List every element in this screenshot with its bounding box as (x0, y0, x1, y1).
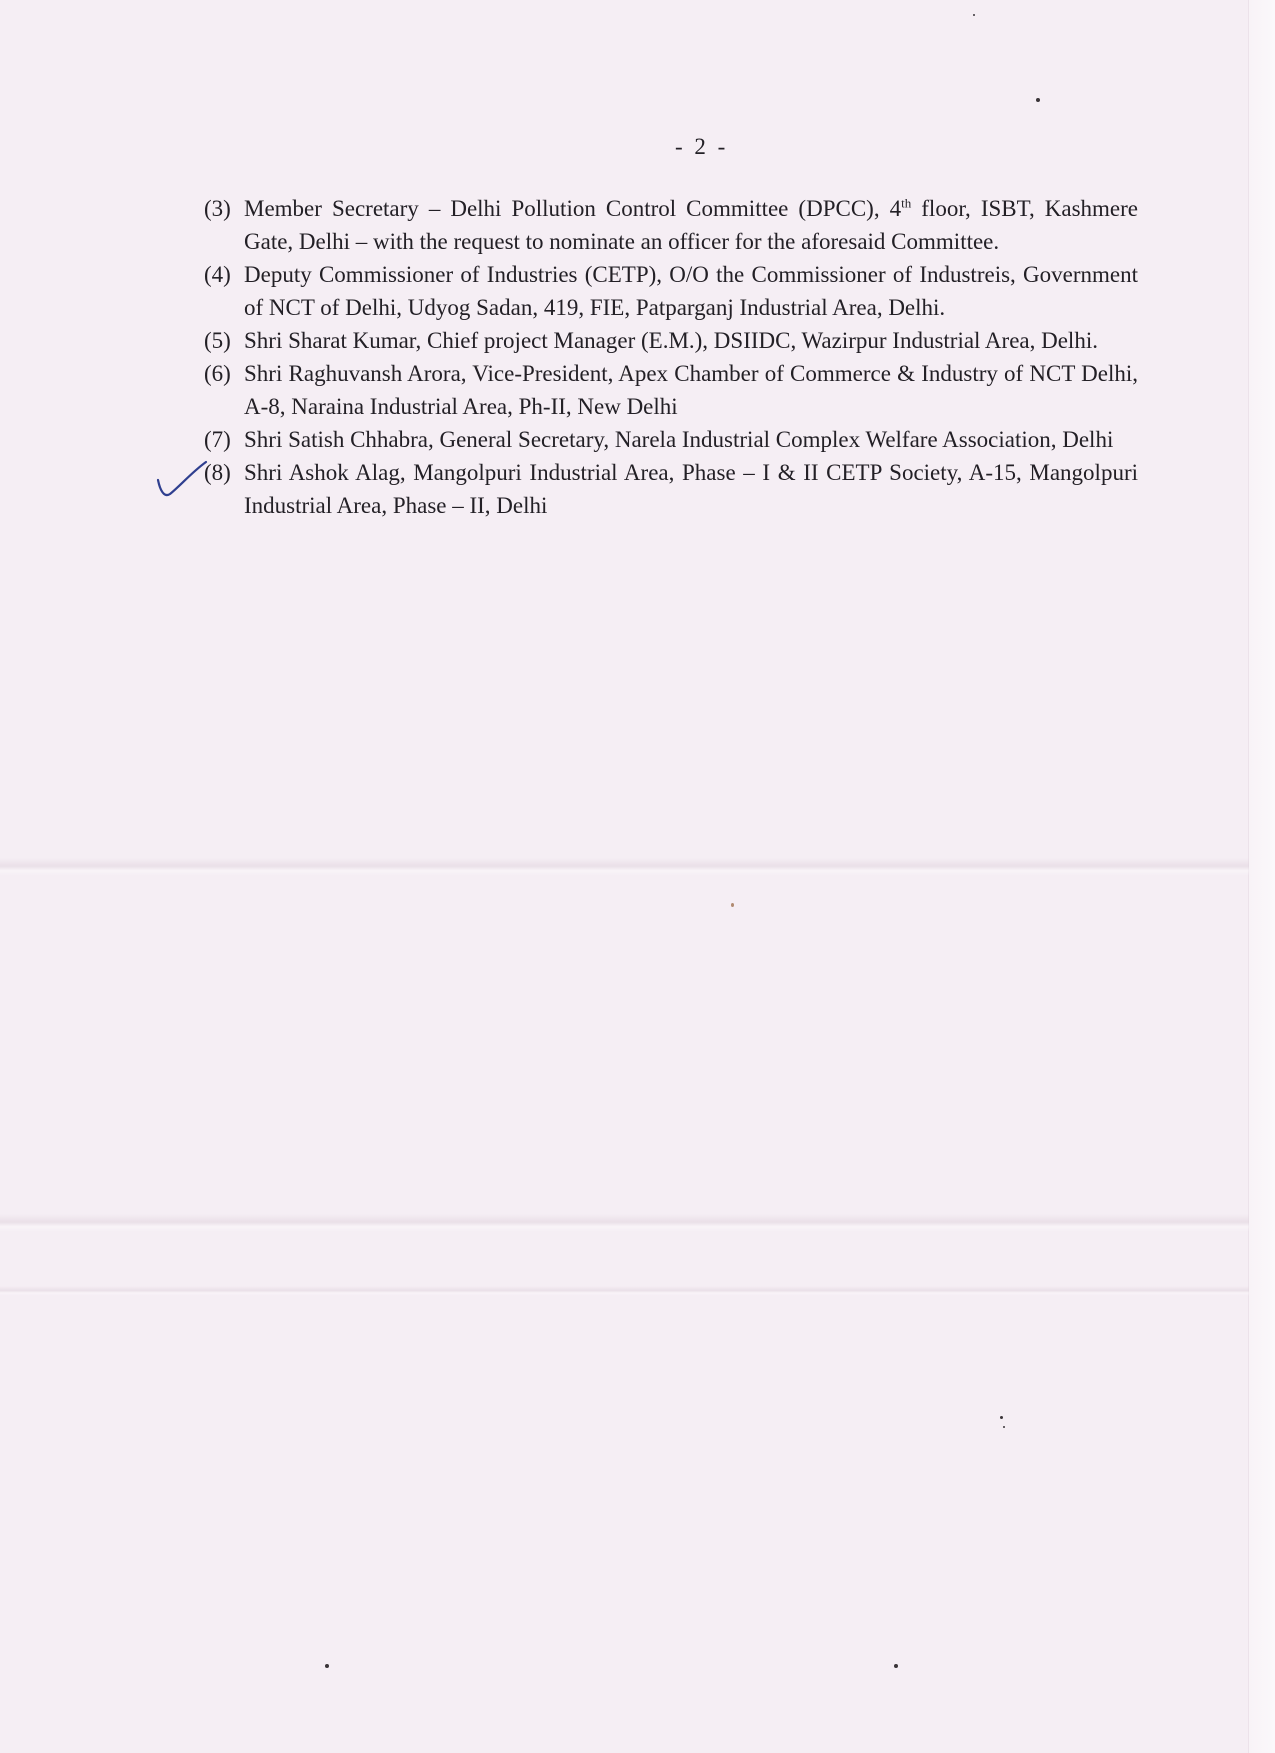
fold-crease (0, 858, 1249, 876)
item-number: (8) (204, 460, 231, 485)
list-item (204, 258, 1138, 324)
dust-speck (325, 1664, 329, 1668)
dust-speck (1000, 1416, 1003, 1419)
fold-crease (0, 1286, 1249, 1296)
handwritten-tick-icon (154, 460, 210, 502)
ordinal-suffix: th (901, 195, 912, 211)
paper-edge (1248, 0, 1275, 1753)
fold-crease (0, 1214, 1249, 1232)
dust-speck (1003, 1426, 1005, 1428)
item-text: Shri Satish Chhabra, General Secretary, Narela Industrial Complex Welfare Association, Delhi (244, 427, 1114, 452)
item-text: Deputy Commissioner of Industries (CETP), O/O the Commissioner of Industreis, Government of NCT of Delhi, Udyog Sadan, 419, FIE, Patparganj Industrial Area, Delhi. (244, 262, 1138, 320)
list-item (204, 324, 1138, 357)
item-text (244, 192, 1138, 258)
item-number: (5) (204, 328, 231, 353)
item-text-part: Member Secretary – Delhi Pollution Control Committee (DPCC), 4 (244, 196, 902, 221)
page-number: - 2 - (675, 134, 729, 159)
list-item (204, 456, 1138, 522)
dust-speck (973, 14, 975, 16)
dust-speck (1036, 98, 1040, 102)
dust-speck (731, 903, 734, 907)
item-text: Shri Sharat Kumar, Chief project Manager (E.M.), DSIIDC, Wazirpur Industrial Area, Delhi. (244, 328, 1098, 353)
item-number: (7) (204, 427, 231, 452)
item-number: (6) (204, 361, 231, 386)
list-item (204, 357, 1138, 423)
item-text: Shri Ashok Alag, Mangolpuri Industrial Area, Phase – I & II CETP Society, A-15, Mangolpuri Industrial Area, Phase – II, Delhi (244, 460, 1138, 518)
dust-speck (894, 1664, 898, 1668)
item-number: (3) (204, 196, 231, 221)
list-item (204, 192, 1138, 258)
list-item (204, 423, 1138, 456)
item-text: Shri Raghuvansh Arora, Vice-President, Apex Chamber of Commerce & Industry of NCT Delhi, A-8, Naraina Industrial Area, Ph-II, New Delhi (244, 361, 1138, 419)
item-number: (4) (204, 262, 231, 287)
addressee-list (204, 192, 1138, 522)
item-text-part: floor, ISBT, Kashmere Gate, Delhi – with the request to nominate an officer for the aforesaid Committee. (244, 196, 1138, 254)
